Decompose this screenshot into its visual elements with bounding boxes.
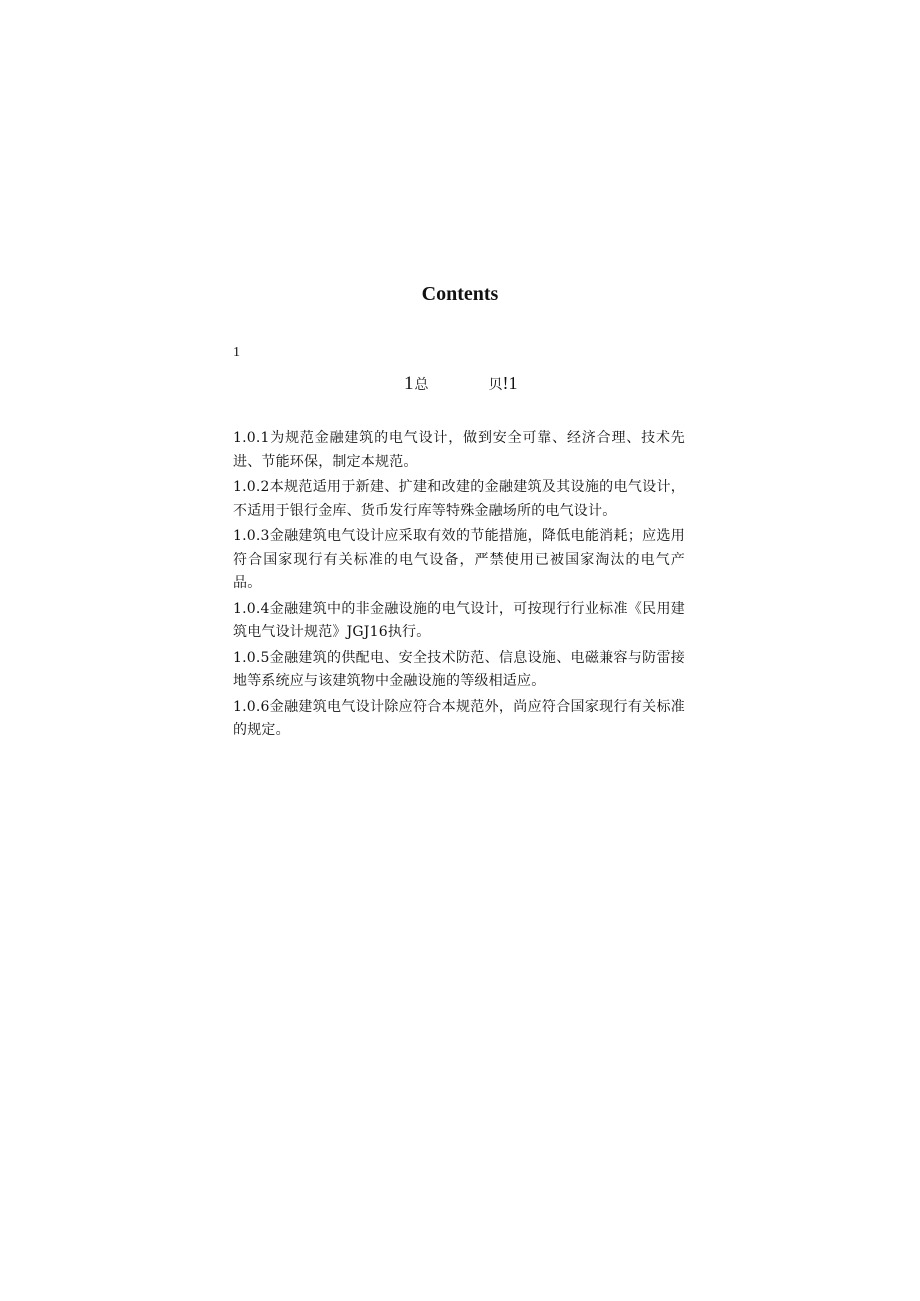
chapter-title-suffix: !1 bbox=[502, 373, 518, 393]
clause-1-0-3: 1.0.3金融建筑电气设计应采取有效的节能措施，降低电能消耗；应选用符合国家现行有关标准的电气设备，严禁使用已被国家淘汰的电气产品。 bbox=[233, 528, 685, 591]
clause-1-0-5: 1.0.5金融建筑的供配电、安全技术防范、信息设施、电磁兼容与防雷接地等系统应与该建筑物中金融设施的等级相适应。 bbox=[233, 649, 685, 689]
chapter-heading bbox=[404, 370, 518, 398]
chapter-number: 1 bbox=[404, 373, 414, 394]
page-title: Contents bbox=[421, 283, 499, 305]
clause-1-0-4: 1.0.4金融建筑中的非金融设施的电气设计，可按现行行业标准《民用建筑电气设计规范》JGJ16执行。 bbox=[233, 600, 685, 640]
clause-1-0-2: 1.0.2本规范适用于新建、扩建和改建的金融建筑及其设施的电气设计，不适用于银行金库、货币发行库等特殊金融场所的电气设计。 bbox=[233, 479, 685, 519]
chapter-title-part1: 总 bbox=[414, 377, 429, 393]
page-number: 1 bbox=[233, 345, 240, 360]
clause-1-0-1: 1.0.1为规范金融建筑的电气设计，做到安全可靠、经济合理、技术先进、节能环保，制定本规范。 bbox=[233, 430, 685, 470]
chapter-title-part2: 贝 bbox=[488, 377, 503, 393]
clause-list bbox=[233, 427, 685, 745]
clause-1-0-6: 1.0.6金融建筑电气设计除应符合本规范外，尚应符合国家现行有关标准的规定。 bbox=[233, 698, 685, 738]
